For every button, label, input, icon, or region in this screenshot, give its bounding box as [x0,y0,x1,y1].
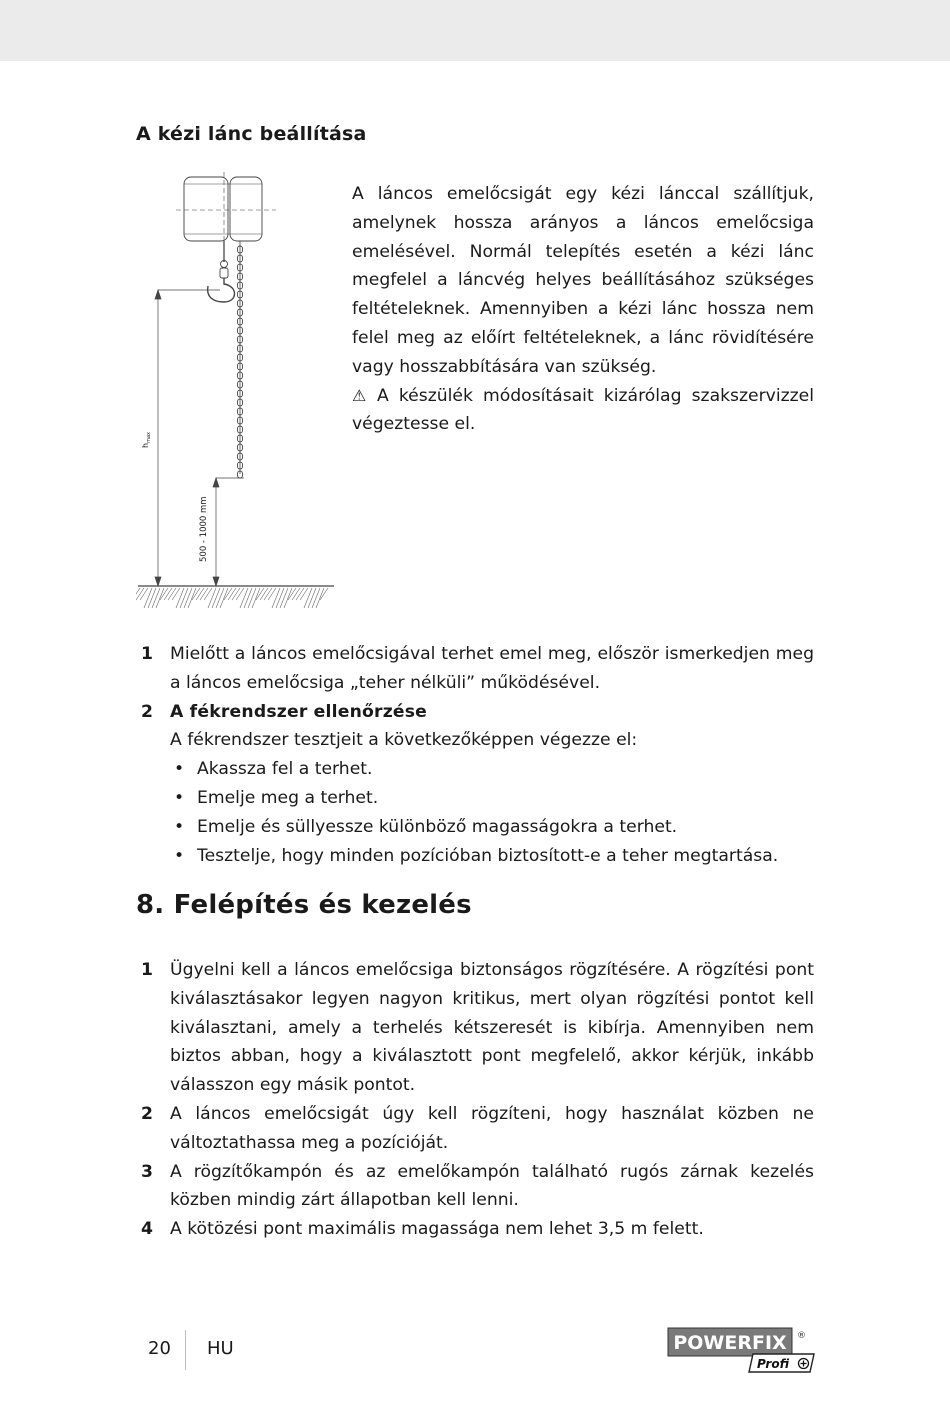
ground-hatch-line [192,588,200,600]
ground-hatch-line [172,588,180,600]
ground-hatch-line [248,588,256,608]
brake-steps-list [141,640,814,870]
list-item [141,698,814,871]
step-text: A rögzítőkampón és az emelőkampón található rugós zárnak kezelés közben mindig zárt állapotban kell lenni. [170,1161,814,1211]
step-text: A kötözési pont maximális magassága nem lehet 3,5 m felett. [170,1219,704,1240]
ground-hatch-line [284,588,292,608]
ground-hatch-line [136,588,140,600]
step-text: A láncos emelőcsigát úgy kell rögzíteni, hogy használat közben ne változtathassa meg a pozícióját. [170,1103,814,1153]
ground-hatch-line [280,588,288,608]
ground-hatch-line [156,588,164,608]
ground-hatch-line [320,588,328,600]
step-text: A fékrendszer tesztjeit a következőképpen végezze el: [170,730,638,751]
ground-hatch-line [212,588,220,608]
ground-hatch-line [216,588,224,608]
warning-icon: ⚠ [352,385,371,405]
ground-hatch-line [256,588,264,600]
list-item [141,956,814,1100]
ground-hatch-line [272,588,280,608]
page-number: 20 [148,1338,171,1359]
chain-hoist-diagram [136,172,341,617]
ground-hatch-line [184,588,192,608]
hmax-label: $h_{max}$ [141,432,152,448]
ground-hatch-line [136,588,144,600]
step-number: 1 [141,960,153,980]
warning-paragraph [352,382,814,440]
step-text: Mielőtt a láncos emelőcsigával terhet emel meg, először ismerkedjen meg a láncos emelőcsiga „teher nélküli” működésével. [170,644,814,693]
bullet-item: • Emelje és süllyessze különböző magasságokra a terhet. [170,813,814,842]
bullet-icon: • [174,845,185,866]
header-bar [0,0,950,61]
bullet-item: • Akassza fel a terhet. [170,755,814,784]
ground-hatch-line [144,588,152,608]
ground-hatch-line [188,588,196,608]
ground-hatch-line [236,588,244,600]
setup-steps-list [141,956,814,1244]
powerfix-logo [667,1327,815,1373]
step-number: 2 [141,1103,153,1124]
hoist-pulley-right [230,177,262,241]
ground-hatch-line [316,588,324,608]
step-number: 4 [141,1219,153,1240]
list-item [141,640,814,698]
bullet-item: • Tesztelje, hogy minden pozícióban biztosított-e a teher megtartása. [170,842,814,871]
svg-text:Profi: Profi [757,1357,790,1371]
ground-hatch-line [148,588,156,608]
ground-hatch-line [176,588,184,608]
ground-hatch-line [152,588,160,608]
warning-text: A készülék módosításait kizárólag szakszervizzel végeztesse el. [352,385,815,435]
ground-hatch-line [292,588,300,600]
svg-text:®: ® [797,1331,806,1341]
bullet-icon: • [174,759,185,780]
step-number: 3 [141,1161,153,1182]
ground-hatch-line [300,588,308,600]
ground-hatch-line [288,588,296,600]
intro-text [352,180,814,439]
ground-hatch-line [208,588,216,608]
ground-hatch-line [160,588,168,600]
ground-hatch-line [140,588,148,600]
ground-hatch-line [260,588,268,600]
ground-hatch-line [276,588,284,608]
step-title: A fékrendszer ellenőrzése [170,701,428,722]
range-label: 500 - 1000 mm [199,496,209,562]
section-heading: A kézi lánc beállítása [136,123,367,145]
list-item [141,1100,814,1158]
hoist-pulley-left [184,177,228,241]
step-number: 2 [141,701,153,722]
ground-hatch-line [268,588,276,600]
step-text: Ügyelni kell a láncos emelőcsiga biztonságos rögzítésére. A rögzítési pont kiválasztásakor legyen nagyon kritikus, mert olyan rögzítési pontot kell kiválasztani, amely a terhelés kétszeresét is kibírja. Amennyiben nem biztos abban, hogy a kiválasztott pont megfelelő, akkor kérjük, inkább válasszon egy másik pontot. [170,960,814,1096]
bullet-icon: • [174,787,185,808]
ground-hatch-line [264,588,272,600]
intro-paragraph: A láncos emelőcsigát egy kézi lánccal szállítjuk, amelynek hossza arányos a láncos emelőcsiga emelésével. Normál telepítés esetén a kézi lánc megfelel a láncvég helyes beállításához szükséges feltételeknek. Amennyiben a kézi lánc hossza nem felel meg az előírt feltételeknek, a lánc rövidítésére vagy hosszabbítására van szükség. [352,184,814,377]
ground-hatch-line [196,588,204,600]
ground-hatch-line [240,588,248,608]
ground-hatch-line [232,588,240,600]
ground-hatch-line [244,588,252,608]
svg-text:POWERFIX: POWERFIX [673,1332,787,1354]
ground-hatch-line [204,588,212,600]
bullet-item: • Emelje meg a terhet. [170,784,814,813]
ground-hatch-line [164,588,172,600]
ground-hatch-line [308,588,316,608]
bullet-icon: • [174,816,185,837]
ground-hatch-line [252,588,260,608]
ground-hatch-line [228,588,236,600]
ground-hatch-line [180,588,188,608]
ground-hatch-line [200,588,208,600]
list-item [141,1158,814,1216]
chapter-title: 8. Felépítés és kezelés [136,890,472,920]
bullet-list [170,755,814,870]
ground-hatch-line [220,588,228,608]
step-number: 1 [141,644,153,664]
list-item [141,1215,814,1244]
language-code: HU [207,1338,234,1359]
ground-hatch-line [304,588,312,608]
ground-hatch-line [312,588,320,608]
ground-hatch-line [168,588,176,600]
footer-divider [185,1330,186,1370]
ground-hatch-line [224,588,232,600]
ground-hatch-line [296,588,304,600]
